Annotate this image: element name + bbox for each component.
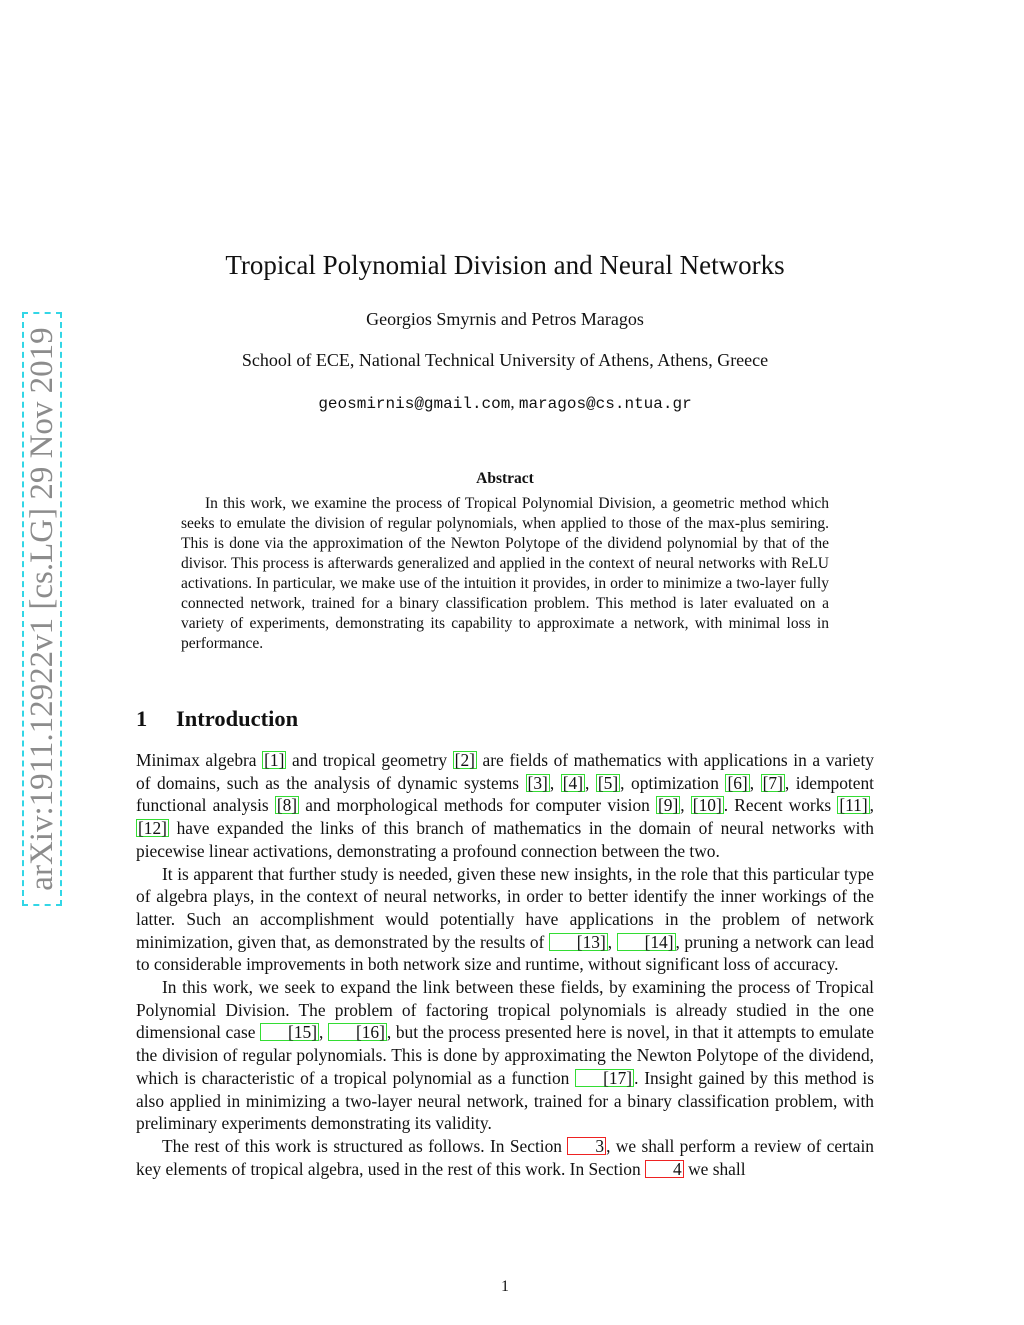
abstract-text: In this work, we examine the process of Tropical Polynomial Division, a geometric method which seeks to emulate the division of regular polynomials, when applied to those of the max-plus semiring. This is done via the approximation of the Newton Polytope of the dividend polynomial by that of the divisor. This process is afterwards generalized and applied in the context of neural networks with ReLU activations. In particular, we make use of the intuition it provides, in order to minimize a two-layer fully connected network, trained for a binary classification problem. This method is later evaluated on a variety of experiments, demonstrating its capability to approximate a network, with minimal loss in performance. [181,495,829,652]
citation-link[interactable]: [3] [527,772,548,793]
text-run: , [549,772,561,793]
text-run: , [319,1022,328,1043]
text-run: have expanded the links of this branch of mathematics in the domain of neural networks with piecewise linear activations, demonstrating a profound connection between the two. [136,818,874,861]
text-run: , [869,795,875,816]
text-run: , but the process presented here is novel, in that it attempts to emulate the division of regular polynomials. This is done by approximating the Newton Polytope of the dividend, which is characteristic of a tropical polynomial as a function [136,1022,874,1088]
text-run: , we shall perform a review of certain key elements of tropical algebra, used in the rest of this work. In Section [136,1135,874,1179]
text-run: In this work, we seek to expand the link between these fields, by examining the process of Tropical Polynomial Division. The problem of factoring tropical polynomials is already studied in the one dimensional case [136,977,874,1043]
email-separator: , [510,393,519,412]
citation-link[interactable]: [1] [264,750,285,770]
text-run: , [680,795,691,816]
email-link-2[interactable]: maragos@cs.ntua.gr [518,395,692,413]
text-run: The rest of this work is structured as follows. In Section [162,1135,568,1156]
paragraph-3 [136,976,874,1135]
author-emails [136,391,874,416]
citation-link[interactable]: [9] [658,795,679,816]
citation-link[interactable]: [4] [562,772,583,793]
citation-link[interactable]: [10] [692,795,722,816]
text-run: , [584,772,596,793]
affiliation: School of ECE, National Technical University of Athens, Athens, Greece [241,350,769,370]
text-run: and tropical geometry [286,750,453,770]
citation-link[interactable]: [2] [454,750,475,770]
citation-link[interactable]: [5] [597,772,619,793]
section-ref-link[interactable]: 4 [645,1160,684,1178]
citation-link[interactable]: [6] [727,772,748,793]
paper-title: Tropical Polynomial Division and Neural Networks [225,250,785,280]
citation-link[interactable]: [7] [762,772,783,793]
paragraph-2 [136,863,874,977]
paragraph-4 [136,1135,874,1180]
arxiv-stamp [22,312,62,906]
page-number: 1 [501,1278,509,1295]
citation-link[interactable]: [11] [839,795,868,816]
text-run: , pruning a network can lead to considerable improvements in both network size and runtime, without significant loss of accuracy. [136,931,874,975]
abstract-heading: Abstract [476,470,534,487]
arxiv-stamp-text: arXiv:1911.12922v1 [cs.LG] 29 Nov 2019 [24,327,60,891]
authors: Georgios Smyrnis and Petros Maragos [366,309,644,329]
citation-link[interactable]: [16] [328,1023,387,1041]
text-run: , optimization [620,772,726,793]
introduction-body [136,749,874,1180]
section-heading [136,704,298,734]
text-run: , [607,931,617,952]
text-run: It is apparent that further study is needed, given these new insights, in the role that this particular type of algebra plays, in the context of neural networks, in order to better identify the inner workings of the latter. Such an accomplishment would potentially have applications in the problem of network minimization, given that, as demonstrated by the results of [136,863,874,952]
citation-link[interactable]: [14] [617,933,676,951]
text-run: and morphological methods for computer vision [299,795,656,816]
section-ref-link[interactable]: 3 [567,1137,606,1155]
email-link-1[interactable]: geosmirnis@gmail.com [318,395,511,413]
text-run: Minimax algebra [136,750,263,770]
citation-link[interactable]: [15] [260,1023,319,1041]
text-run: , idempotent functional analysis [136,772,874,816]
text-run: . Insight gained by this method is also applied in minimizing a two-layer neural network, trained for a binary classification problem, with preliminary experiments demonstrating its validity. [136,1067,874,1134]
citation-link[interactable]: [13] [549,933,608,951]
citation-link[interactable]: [8] [276,795,298,816]
text-run: , [749,772,761,793]
citation-link[interactable]: [12] [138,818,167,839]
text-run: we shall [683,1158,746,1179]
text-run: . Recent works [723,795,838,816]
text-run: are fields of mathematics with applications in a variety of domains, such as the analysis of dynamic systems [136,750,874,793]
paragraph-1 [136,749,874,863]
section-number: 1 [136,706,148,731]
citation-link[interactable]: [17] [575,1069,634,1087]
section-title: Introduction [176,706,299,731]
